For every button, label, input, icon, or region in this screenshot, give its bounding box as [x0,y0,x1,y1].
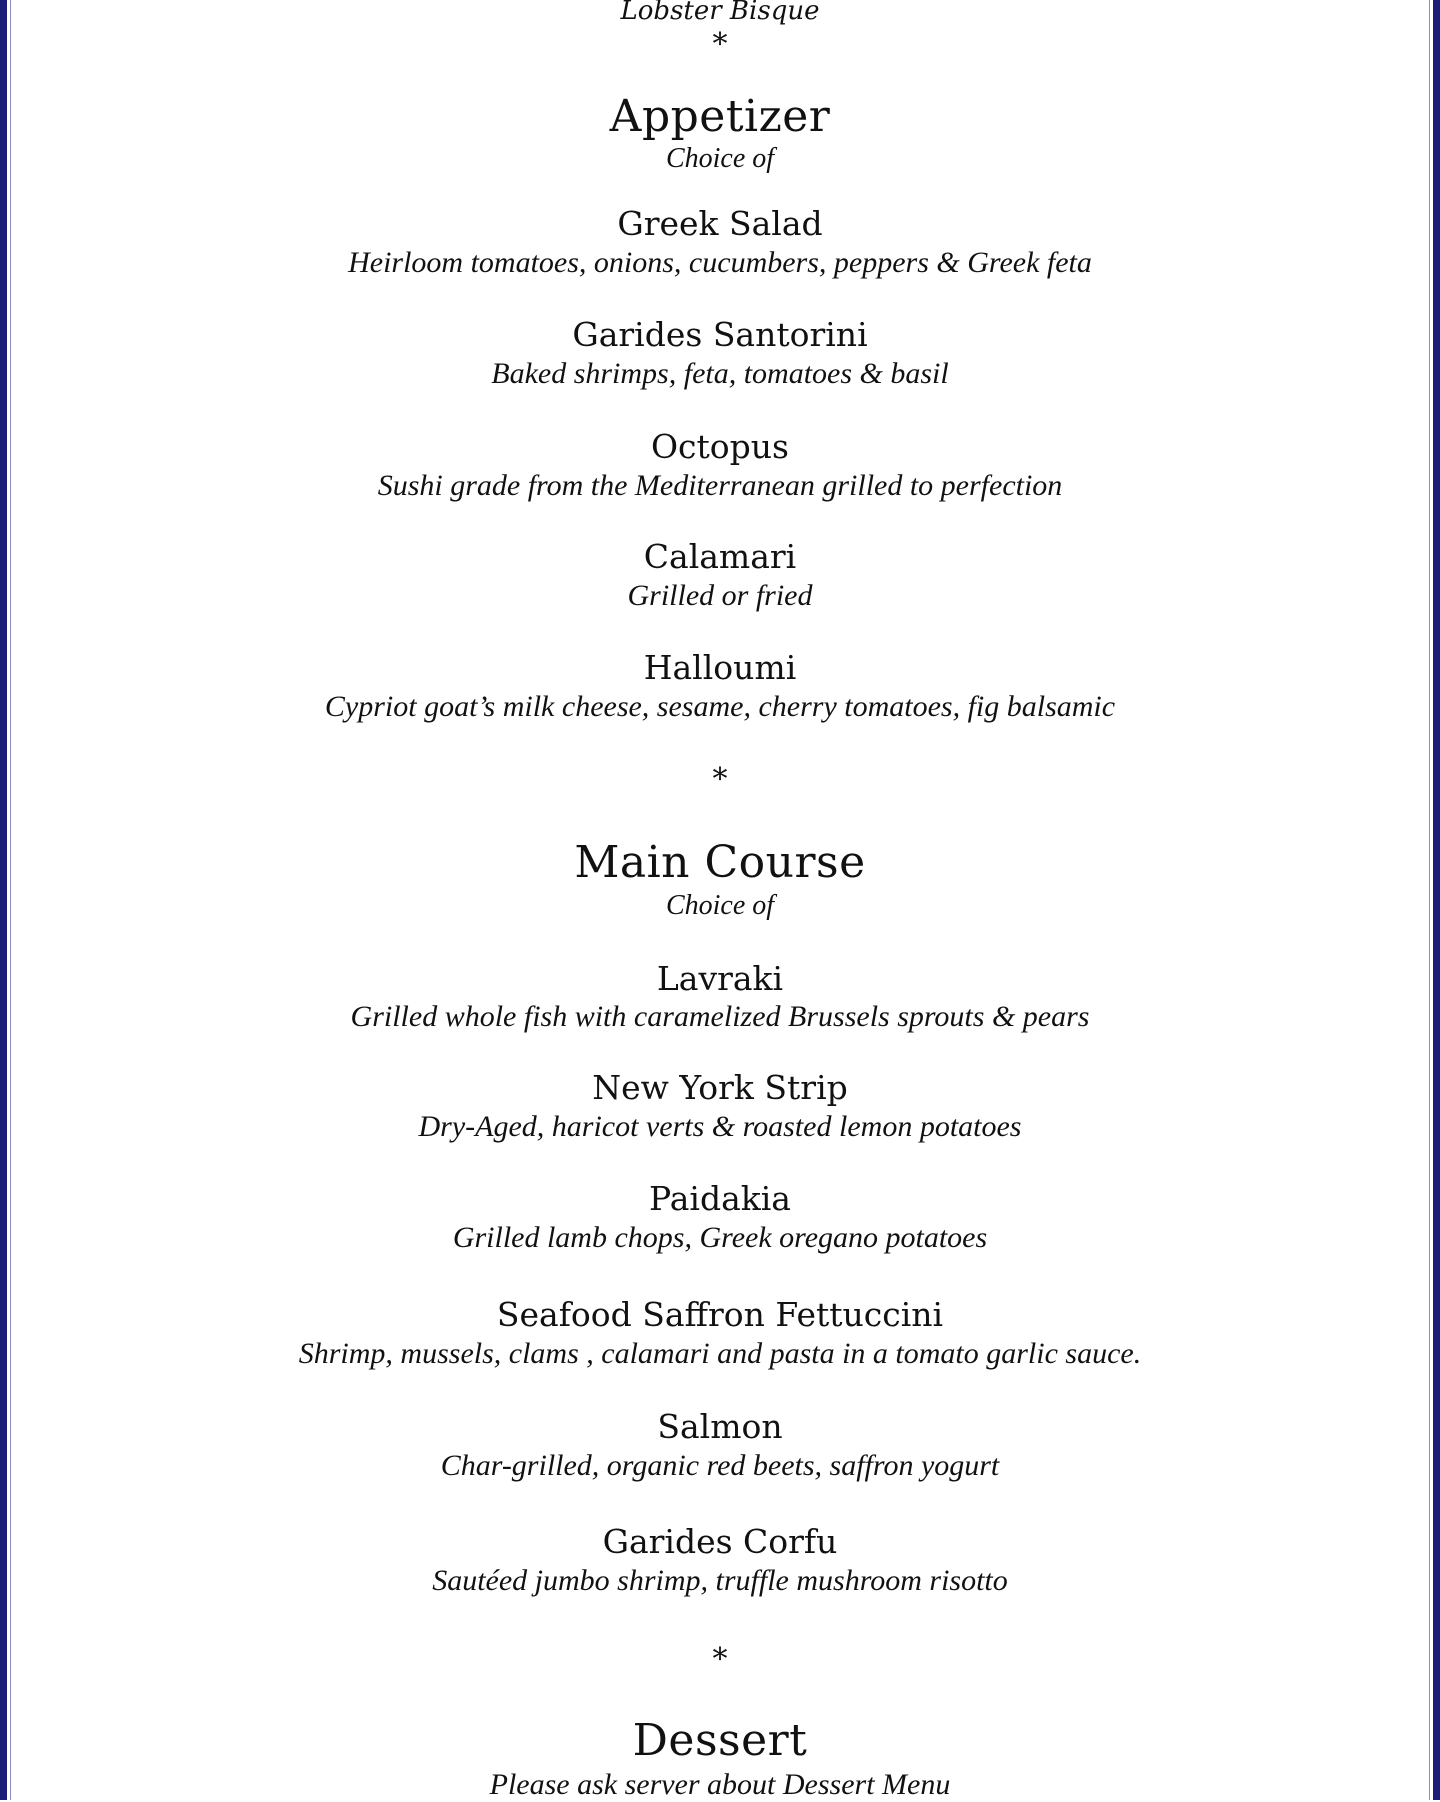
separator: * [712,762,728,797]
menu-item-desc: Sautéed jumbo shrimp, truffle mushroom risotto [432,1564,1008,1597]
menu-item-desc: Sushi grade from the Mediterranean grilled to perfection [377,469,1063,502]
menu-item-desc: Shrimp, mussels, clams , calamari and pasta in a tomato garlic sauce. [298,1337,1142,1370]
menu-item-name: New York Strip [592,1068,848,1107]
menu-item-name: Octopus [651,427,789,466]
menu-item-desc: Grilled lamb chops, Greek oregano potatoes [452,1221,988,1254]
menu-item-name: Halloumi [643,648,797,687]
dessert-note: Please ask server about Dessert Menu [489,1768,951,1801]
top-item: Lobster Bisque [620,0,820,26]
main-course-title: Main Course [574,837,866,888]
menu-item-name: Greek Salad [617,204,823,243]
menu-item-desc: Dry-Aged, haricot verts & roasted lemon potatoes [418,1110,1022,1143]
separator: * [712,27,728,62]
menu-item-name: Paidakia [649,1179,791,1218]
menu-item-desc: Char-grilled, organic red beets, saffron yogurt [440,1449,1000,1482]
menu-item-desc: Cypriot goat’s milk cheese, sesame, cherry tomatoes, fig balsamic [324,690,1116,723]
menu-item-desc: Baked shrimps, feta, tomatoes & basil [491,357,949,390]
menu-item-name: Salmon [657,1407,783,1446]
menu-item-desc: Grilled whole fish with caramelized Brussels sprouts & pears [350,1000,1090,1033]
menu-item-name: Seafood Saffron Fettuccini [496,1295,944,1334]
appetizer-title: Appetizer [609,91,831,142]
menu-item-name: Garides Santorini [572,315,868,354]
menu-item-name: Lavraki [656,959,784,998]
appetizer-subtitle: Choice of [665,143,775,174]
menu-item-desc: Heirloom tomatoes, onions, cucumbers, peppers & Greek feta [348,246,1092,279]
separator: * [712,1642,728,1677]
menu-item-name: Calamari [643,537,797,576]
main-course-subtitle: Choice of [665,890,775,921]
dessert-title: Dessert [632,1715,808,1766]
menu-item-desc: Grilled or fried [627,579,813,612]
menu-item-name: Garides Corfu [602,1522,838,1561]
